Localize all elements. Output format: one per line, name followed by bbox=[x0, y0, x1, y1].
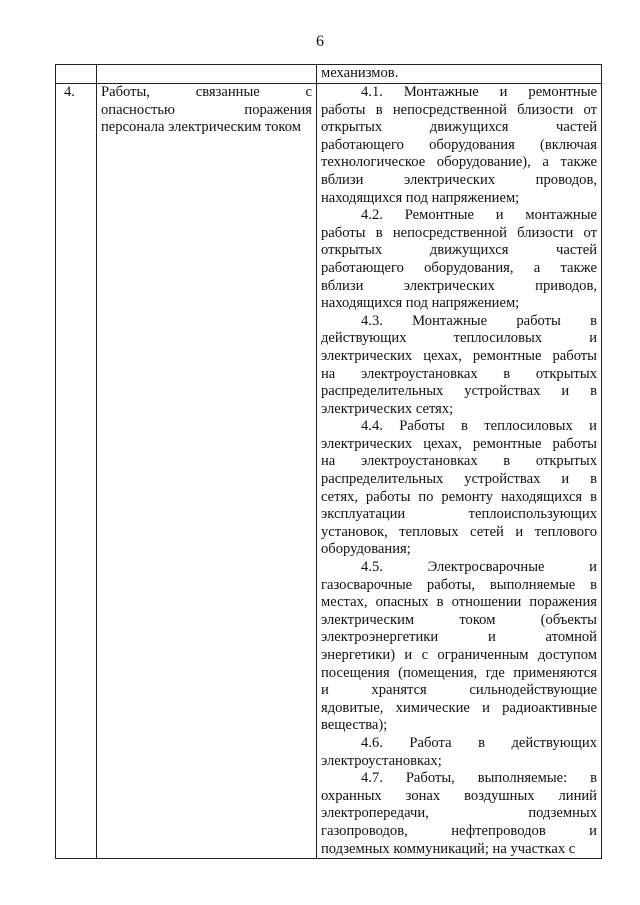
item-line: работающего оборудования (включая bbox=[321, 136, 597, 153]
item-line: работающего оборудования, а также bbox=[321, 259, 597, 276]
cell-num bbox=[56, 65, 97, 84]
item-line: газосварочные работы, выполняемые в bbox=[321, 576, 597, 593]
item-line: вблизи электрических проводов, bbox=[321, 171, 597, 188]
item-line: вещества); bbox=[321, 717, 388, 734]
item-line: действующих теплосиловых и bbox=[321, 330, 597, 347]
list-item bbox=[321, 559, 597, 735]
item-line: и хранятся сильнодействующие bbox=[321, 682, 597, 699]
list-item bbox=[321, 418, 597, 559]
item-line: на электроустановках в открытых bbox=[321, 453, 597, 470]
item-line: работы в непосредственной близости от bbox=[321, 101, 597, 118]
item-line: оборудования; bbox=[321, 541, 411, 558]
row-items bbox=[317, 84, 602, 859]
cell-text bbox=[317, 65, 602, 84]
title-line: Работы, связанные с bbox=[101, 84, 312, 100]
continuation-text: механизмов. bbox=[321, 65, 399, 81]
row-number: 4. bbox=[56, 84, 97, 859]
item-line: 4.3. Монтажные работы в bbox=[361, 312, 597, 329]
item-line: открытых движущихся частей bbox=[321, 242, 597, 259]
item-line: электроустановках; bbox=[321, 752, 442, 769]
item-line: электроэнергетики и атомной bbox=[321, 629, 597, 646]
item-line: 4.7. Работы, выполняемые: в bbox=[361, 770, 597, 787]
item-line: находящихся под напряжением; bbox=[321, 295, 520, 312]
cell-title bbox=[97, 65, 317, 84]
item-line: подземных коммуникаций; на участках с bbox=[321, 840, 576, 857]
item-line: распределительных устройствах и в bbox=[321, 471, 597, 488]
list-item bbox=[321, 770, 597, 858]
item-line: сетях, работы по ремонту находящихся в bbox=[321, 488, 597, 505]
hazard-work-table bbox=[55, 64, 602, 859]
item-line: 4.5. Электросварочные и bbox=[361, 559, 597, 576]
item-line: на электроустановках в открытых bbox=[321, 365, 597, 382]
item-line: местах, опасных в отношении поражения bbox=[321, 594, 597, 611]
list-item bbox=[321, 84, 597, 207]
item-line: вблизи электрических приводов, bbox=[321, 277, 597, 294]
title-line: персонала электрическим током bbox=[101, 119, 302, 136]
item-line: распределительных устройствах и в bbox=[321, 383, 597, 400]
item-line: охранных зонах воздушных линий bbox=[321, 787, 597, 804]
list-item bbox=[321, 207, 597, 313]
row-title bbox=[97, 84, 317, 859]
item-line: работы в непосредственной близости от bbox=[321, 224, 597, 241]
item-line: газопроводов, нефтепроводов и bbox=[321, 822, 597, 839]
item-line: посещения (помещения, где применяются bbox=[321, 664, 597, 681]
list-item bbox=[321, 735, 597, 770]
list-item bbox=[321, 313, 597, 419]
page-number: 6 bbox=[316, 33, 324, 50]
item-line: технологическое оборудование), а также bbox=[321, 154, 597, 171]
item-line: 4.4. Работы в теплосиловых и bbox=[361, 418, 597, 435]
table-row bbox=[56, 84, 602, 859]
item-line: 4.1. Монтажные и ремонтные bbox=[361, 84, 597, 100]
item-line: находящихся под напряжением; bbox=[321, 189, 520, 206]
item-line: энергетики) и с ограниченным доступом bbox=[321, 647, 597, 663]
item-line: 4.2. Ремонтные и монтажные bbox=[361, 207, 597, 224]
table-row-continuation bbox=[56, 65, 602, 84]
item-line: электрических цехах, ремонтные работы bbox=[321, 435, 597, 452]
item-line: электропередачи, подземных bbox=[321, 805, 597, 822]
item-line: ядовитые, химические и радиоактивные bbox=[321, 699, 597, 716]
item-line: эксплуатации теплоиспользующих bbox=[321, 506, 597, 523]
item-line: электрических сетях; bbox=[321, 400, 454, 417]
item-line: 4.6. Работа в действующих bbox=[361, 734, 597, 751]
item-line: открытых движущихся частей bbox=[321, 119, 597, 136]
item-line: электрическим током (объекты bbox=[321, 611, 597, 628]
item-line: электрических цехах, ремонтные работы bbox=[321, 347, 597, 364]
item-line: установок, тепловых сетей и теплового bbox=[321, 523, 597, 540]
title-line: опасностью поражения bbox=[101, 101, 312, 118]
